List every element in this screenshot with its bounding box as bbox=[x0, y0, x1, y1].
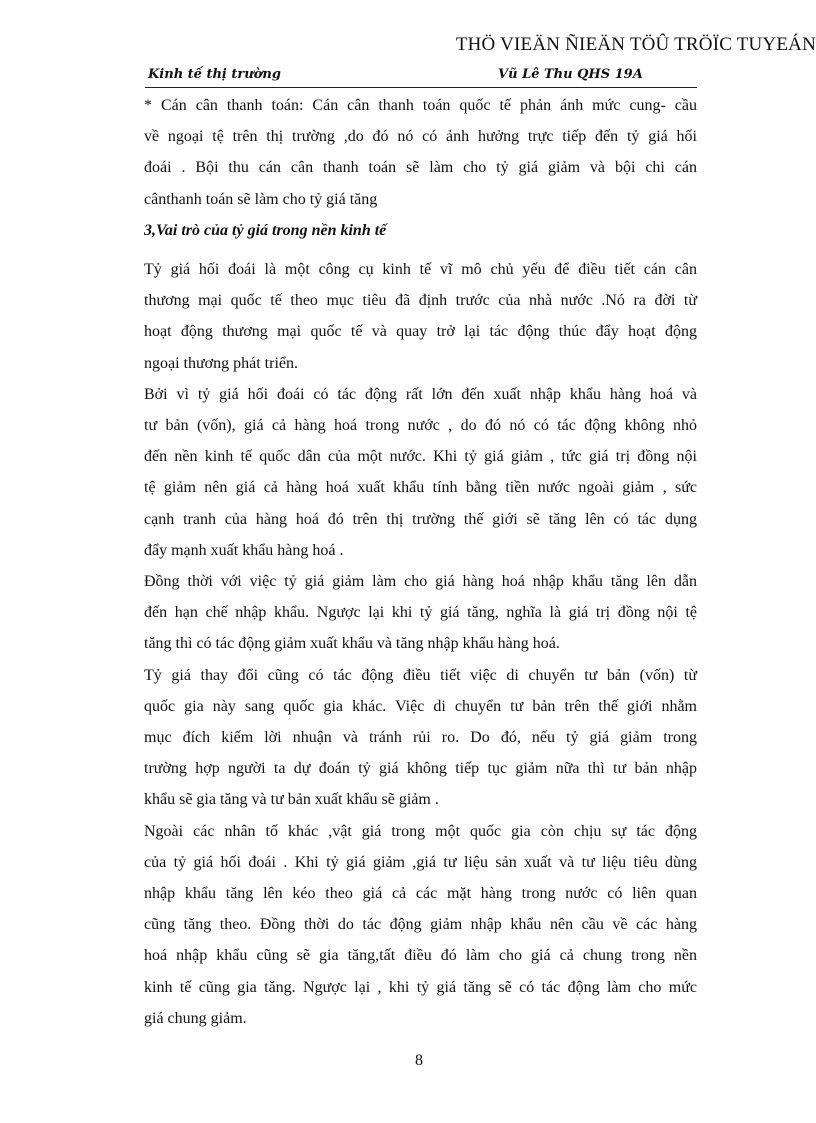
text-line: Ngoài các nhân tố khác ,vật giá trong một quốc gia còn chịu sự tác động bbox=[144, 822, 697, 840]
paragraph-import-export bbox=[144, 379, 697, 566]
text-line: cũng tăng theo. Đồng thời do tác động giảm nhập khẩu nên cầu về các hàng bbox=[144, 916, 697, 934]
page-header bbox=[145, 67, 697, 88]
paragraph-capital-flows bbox=[144, 660, 697, 816]
text-line: của tỷ giá hối đoái . Khi tỷ giá giảm ,giá tư liệu sản xuất và tư liệu tiêu dùng bbox=[144, 853, 697, 871]
text-line: đến hạn chế nhập khẩu. Ngược lại khi tỷ giá tăng, nghĩa là giá trị đồng nội tệ bbox=[144, 604, 697, 622]
section-heading: 3,Vai trò của tỷ giá trong nền kinh tế bbox=[144, 221, 387, 239]
text-line: giá chung giảm. bbox=[144, 1009, 247, 1027]
text-line: cânthanh toán sẽ làm cho tỷ giá tăng bbox=[144, 190, 378, 208]
text-line: về ngoại tệ trên thị trường ,do đó nó có ảnh hưởng trực tiếp đến tỷ giá hối bbox=[144, 128, 697, 146]
text-line: tệ giảm nên giá cả hàng hoá xuất khẩu tính bằng tiền nước ngoài giảm , sức bbox=[144, 479, 697, 497]
text-line: đoái . Bội thu cán cân thanh toán sẽ làm cho tỷ giá giảm và bội chi cán bbox=[144, 159, 697, 177]
text-line: khẩu sẽ gia tăng và tư bản xuất khẩu sẽ giảm . bbox=[144, 791, 439, 809]
text-line: trường hợp người ta dự đoán tỷ giá không tiếp tục giảm nữa thì tư bản nhập bbox=[144, 760, 697, 778]
text-line: Tỷ giá thay đổi cũng có tác động điều tiết việc di chuyển tư bản (vốn) từ bbox=[144, 666, 697, 684]
text-line: nhập khẩu tăng lên kéo theo giá cả các mặt hàng trong nước có liên quan bbox=[144, 885, 697, 903]
paragraph-role-intro bbox=[144, 254, 697, 379]
spacer bbox=[144, 246, 697, 254]
text-line: hoạt động thương mại quốc tế và quay trở lại tác động thúc đẩy hoạt động bbox=[144, 323, 697, 341]
text-line: thương mại quốc tế theo mục tiêu đã định trước của nhà nước .Nó ra đời từ bbox=[144, 292, 697, 310]
paragraph-imports-limit bbox=[144, 566, 697, 660]
text-line: mục đích kiếm lời nhuận và tránh rủi ro. Do đó, nếu tỷ giá giảm trong bbox=[144, 729, 697, 747]
text-line: Đồng thời với việc tỷ giá giảm làm cho giá hàng hoá nhập khẩu tăng lên dẫn bbox=[144, 573, 697, 591]
paragraph-price-level bbox=[144, 816, 697, 1034]
text-line: đẩy mạnh xuất khẩu hàng hoá . bbox=[144, 541, 344, 559]
text-line: hoá nhập khẩu cũng sẽ gia tăng,tất điều đó làm cho giá cả chung trong nền bbox=[144, 947, 697, 965]
text-line: quốc gia này sang quốc gia khác. Việc di chuyển tư bản trên thế giới nhằm bbox=[144, 697, 697, 715]
header-author: Vũ Lê Thu QHS 19A bbox=[498, 67, 643, 82]
text-line: Tỷ giá hối đoái là một công cụ kinh tế vĩ mô chủ yếu để điều tiết cán cân bbox=[144, 261, 697, 279]
text-line: tư bản (vốn), giá cả hàng hoá trong nước , do đó nó có tác động không nhỏ bbox=[144, 417, 697, 435]
text-line: Bởi vì tỷ giá hối đoái có tác động rất lớn đến xuất nhập khẩu hàng hoá và bbox=[144, 385, 697, 403]
header-subject: Kinh tế thị trường bbox=[148, 67, 281, 82]
document-body bbox=[144, 90, 697, 1034]
library-watermark: THÖ VIEÄN ÑIEÄN TÖÛ TRÖÏC TUYEÁN bbox=[455, 34, 816, 55]
text-line: đến nền kinh tế quốc dân của một nước. Khi tỷ giá giảm , tức giá trị đồng nội bbox=[144, 448, 697, 466]
text-line: cạnh tranh của hàng hoá đó trên thị trường thế giới sẽ tăng lên có tác dụng bbox=[144, 510, 697, 528]
text-line: ngoại thương phát triển. bbox=[144, 354, 298, 372]
text-line: kinh tế cũng gia tăng. Ngược lại , khi tỷ giá tăng sẽ có tác động làm cho mức bbox=[144, 978, 697, 996]
page-number: 8 bbox=[415, 1052, 423, 1069]
text-line: * Cán cân thanh toán: Cán cân thanh toán quốc tế phản ánh mức cung- cầu bbox=[144, 97, 697, 114]
text-line: tăng thì có tác động giảm xuất khẩu và tăng nhập khẩu hàng hoá. bbox=[144, 635, 560, 653]
paragraph-balance-of-payments bbox=[144, 90, 697, 215]
